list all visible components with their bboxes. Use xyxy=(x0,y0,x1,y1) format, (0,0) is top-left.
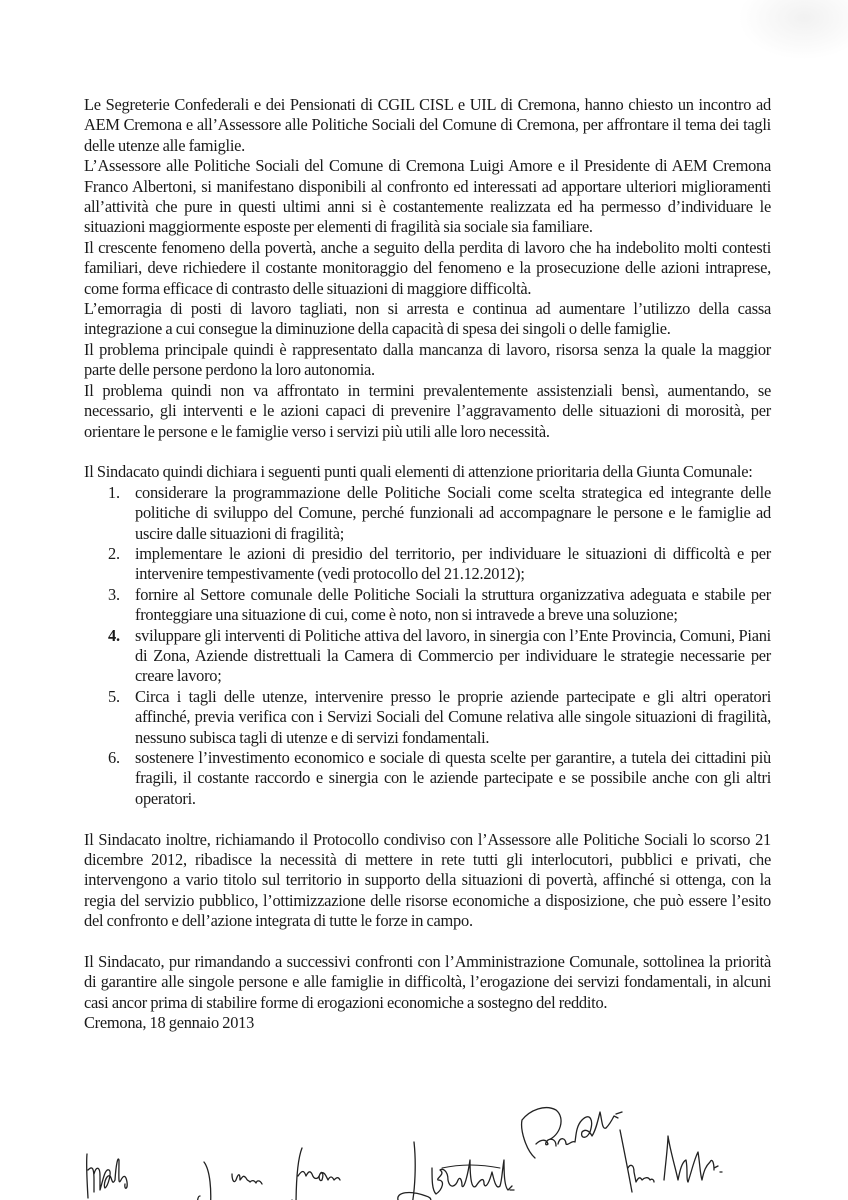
point-item xyxy=(84,748,771,809)
point-item xyxy=(84,544,771,585)
point-number: 3. xyxy=(108,584,120,604)
spacer xyxy=(84,932,771,952)
point-item xyxy=(84,483,771,544)
point-item xyxy=(84,585,771,626)
signature-1 xyxy=(87,1154,150,1200)
point-number: 6. xyxy=(108,747,120,767)
scan-noise xyxy=(738,0,848,60)
point-text: sostenere l’investimento economico e sociale di questa scelte per garantire, a tutela dei cittadini più fragili, il costante raccordo e sinergia con le aziende partecipate e se possibile anche con gli altri operatori. xyxy=(135,747,771,808)
paragraph-closing: Il Sindacato, pur rimandando a successivi confronti con l’Amministrazione Comunale, sottolinea la priorità di garantire alle singole persone e alle famiglie in difficoltà, l’erogazione dei servizi fondamentali, in alcuni casi ancor prima di stabilire forme di erogazioni economiche a sostegno del reddito. xyxy=(84,952,771,1012)
signature-2 xyxy=(198,1162,262,1200)
place-date: Cremona, 18 gennaio 2013 xyxy=(84,1013,255,1033)
point-text: Circa i tagli delle utenze, intervenire presso le proprie aziende partecipate e gli altri operatori affinché, previa verifica con i Servizi Sociali del Comune relativa alle singole situazioni di fragilità, nessuno subisca tagli di utenze e di servizi fondamentali. xyxy=(135,686,771,747)
paragraph-intro-4: L’emorragia di posti di lavoro tagliati, non si arresta e continua ad aumentare l’utilizzo della cassa integrazione a cui consegue la diminuzione della capacità di spesa dei singoli o delle famiglie. xyxy=(84,299,771,339)
point-text: sviluppare gli interventi di Politiche attiva del lavoro, in sinergia con l’Ente Provincia, Comuni, Piani di Zona, Aziende distrettuali la Camera di Commercio per individuare le strategie necessarie per creare lavoro; xyxy=(135,625,771,686)
paragraph-intro-2: L’Assessore alle Politiche Sociali del Comune di Cremona Luigi Amore e il Presidente di AEM Cremona Franco Albertoni, si manifestano disponibili al confronto ed interessati ad apportare ulteriori miglioramenti all’attività che pure in questi ultimi anni si è costantemente realizzata ed ha permesso d’individuare le situazioni maggiormente esposte per elementi di fragilità sia sociale sia familiare. xyxy=(84,156,771,237)
paragraph-intro-1: Le Segreterie Confederali e dei Pensionati di CGIL CISL e UIL di Cremona, hanno chiesto un incontro ad AEM Cremona e all’Assessore alle Politiche Sociali del Comune di Cremona, per affrontare il tema dei tagli delle utenze alle famiglie. xyxy=(84,95,771,155)
paragraph-intro-6: Il problema quindi non va affrontato in termini prevalentemente assistenziali bensì, aumentando, se necessario, gli interventi e le azioni capaci di prevenire l’aggravamento delle situazioni di morosità, per orientare le persone e le famiglie verso i servizi più utili alle loro necessità. xyxy=(84,380,771,441)
signature-4 xyxy=(398,1142,514,1200)
point-number: 2. xyxy=(108,543,120,563)
point-text: implementare le azioni di presidio del territorio, per individuare le situazioni di difficoltà e per intervenire tempestivamente (vedi protocollo del 21.12.2012); xyxy=(135,543,771,584)
paragraph-protocol: Il Sindacato inoltre, richiamando il Protocollo condiviso con l’Assessore alle Politiche Sociali lo scorso 21 dicembre 2012, ribadisce la necessità di mettere in rete tutti gli interlocutori, pubblici e privati, che intervengono a vario titolo sul territorio in supporto della situazioni di povertà, affinché si ottenga, con la regia del servizio pubblico, l’ottimizzazione delle risorse economiche a disposizione, che può essere l’esito del confronto e dell’azione integrata di tutte le forze in campo. xyxy=(84,829,771,931)
signature-5 xyxy=(522,1108,622,1158)
points-intro: Il Sindacato quindi dichiara i seguenti punti quali elementi di attenzione prioritaria della Giunta Comunale: xyxy=(84,462,753,482)
points-list xyxy=(84,483,771,810)
paragraph-intro-5: Il problema principale quindi è rappresentato dalla mancanza di lavoro, risorsa senza la quale la maggior parte delle persone perdono la loro autonomia. xyxy=(84,339,771,380)
paragraph-intro-3: Il crescente fenomeno della povertà, anche a seguito della perdita di lavoro che ha indebolito molti contesti familiari, deve richiedere il costante monitoraggio del fenomeno e la prosecuzione delle azioni intraprese, come forma efficace di contrasto delle situazioni di maggiore difficoltà. xyxy=(84,237,771,298)
point-number: 5. xyxy=(108,686,120,706)
spacer xyxy=(84,442,771,462)
spacer xyxy=(84,809,771,829)
document-body xyxy=(84,95,771,1034)
point-item xyxy=(84,626,771,687)
signatures-area xyxy=(0,1040,848,1200)
point-text: fornire al Settore comunale delle Politiche Sociali la struttura organizzativa adeguata e stabile per fronteggiare una situazione di cui, come è noto, non si intravede a breve una soluzione; xyxy=(135,584,771,625)
point-item xyxy=(84,687,771,748)
point-text: considerare la programmazione delle Politiche Sociali come scelta strategica ed integrante delle politiche di sviluppo del Comune, perché funzionali ad accompagnare le persone e le famiglie ad uscire dalle situazioni di fragilità; xyxy=(135,482,771,543)
point-number: 1. xyxy=(108,482,120,502)
point-number: 4. xyxy=(108,625,120,645)
signature-3 xyxy=(291,1148,340,1200)
signature-6 xyxy=(620,1130,722,1192)
